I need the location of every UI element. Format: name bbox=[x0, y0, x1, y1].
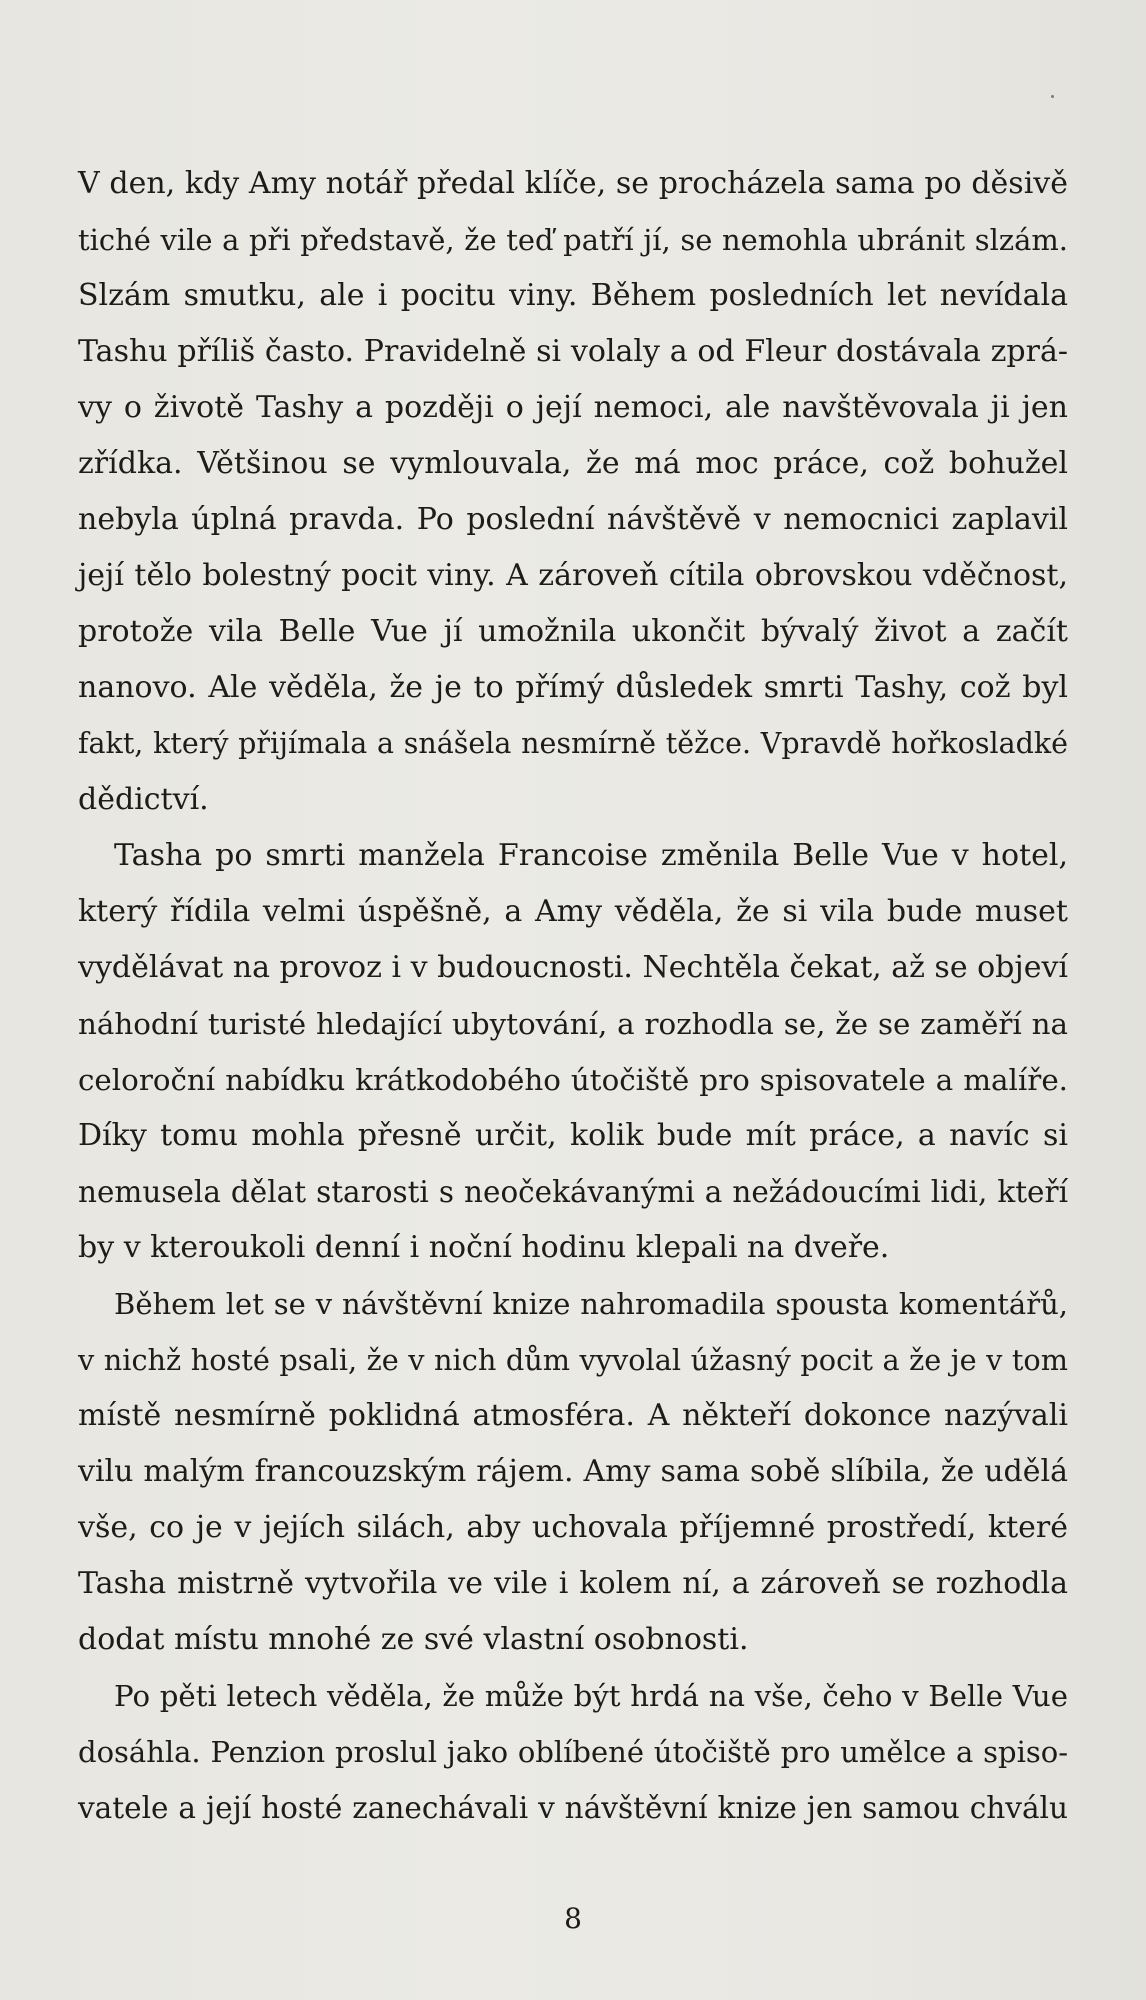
text-line: Tasha mistrně vytvořila ve vile i kolem ní, a zároveň se rozhodla bbox=[78, 1566, 1068, 1601]
text-line: vilu malým francouzským rájem. Amy sama sobě slíbila, že udělá bbox=[78, 1454, 1068, 1489]
text-line: tiché vile a při představě, že teď patří jí, se nemohla ubránit slzám. bbox=[78, 223, 1068, 257]
text-line: by v kteroukoli denní i noční hodinu klepali na dveře. bbox=[78, 1230, 890, 1265]
text-line: který řídila velmi úspěšně, a Amy věděla, že si vila bude muset bbox=[78, 894, 1068, 929]
text-line: nemusela dělat starosti s neočekávanými a nežádoucími lidi, kteří bbox=[78, 1175, 1068, 1209]
text-line: náhodní turisté hledající ubytování, a rozhodla se, že se zaměří na bbox=[78, 1007, 1068, 1041]
text-line: Tashu příliš často. Pravidelně si volaly a od Fleur dostávala zprá- bbox=[78, 334, 1068, 369]
text-line: vydělávat na provoz i v budoucnosti. Nechtěla čekat, až se objeví bbox=[78, 950, 1068, 985]
text-line: dosáhla. Penzion proslul jako oblíbené útočiště pro umělce a spiso- bbox=[78, 1735, 1068, 1769]
text-line: V den, kdy Amy notář předal klíče, se procházela sama po děsivě bbox=[78, 166, 1068, 201]
text-line: v nichž hosté psali, že v nich dům vyvolal úžasný pocit a že je v tom bbox=[78, 1343, 1068, 1377]
text-line: vše, co je v jejích silách, aby uchovala příjemné prostředí, které bbox=[78, 1510, 1068, 1545]
text-line: celoroční nabídku krátkodobého útočiště pro spisovatele a malíře. bbox=[78, 1063, 1068, 1097]
paragraph-first-line: Tasha po smrti manžela Francoise změnila Belle Vue v hotel, bbox=[114, 838, 1068, 873]
text-line: dodat místu mnohé ze své vlastní osobnosti. bbox=[78, 1622, 749, 1657]
text-line: nebyla úplná pravda. Po poslední návštěvě v nemocnici zaplavil bbox=[78, 502, 1068, 537]
text-line: protože vila Belle Vue jí umožnila ukončit bývalý život a začít bbox=[78, 614, 1068, 649]
text-line: Slzám smutku, ale i pocitu viny. Během posledních let nevídala bbox=[78, 278, 1068, 313]
text-line: zřídka. Většinou se vymlouvala, že má moc práce, což bohužel bbox=[78, 446, 1068, 481]
text-line: fakt, který přijímala a snášela nesmírně těžce. Vpravdě hořkosladké bbox=[78, 727, 1068, 760]
text-line: Díky tomu mohla přesně určit, kolik bude mít práce, a navíc si bbox=[78, 1118, 1068, 1153]
paragraph-first-line: Po pěti letech věděla, že může být hrdá na vše, čeho v Belle Vue bbox=[114, 1679, 1068, 1713]
text-line: její tělo bolestný pocit viny. A zároveň cítila obrovskou vděčnost, bbox=[78, 558, 1068, 593]
text-line: vatele a její hosté zanechávali v návštěvní knize jen samou chválu bbox=[78, 1791, 1068, 1825]
text-line: místě nesmírně poklidná atmosféra. A někteří dokonce nazývali bbox=[78, 1398, 1068, 1433]
paragraph-first-line: Během let se v návštěvní knize nahromadila spousta komentářů, bbox=[114, 1287, 1068, 1321]
paper-speck bbox=[1051, 95, 1054, 98]
text-line: vy o životě Tashy a později o její nemoci, ale navštěvovala ji jen bbox=[78, 390, 1068, 425]
page-number: 8 bbox=[564, 1902, 582, 1935]
text-line: nanovo. Ale věděla, že je to přímý důsledek smrti Tashy, což byl bbox=[78, 670, 1068, 705]
text-line: dědictví. bbox=[78, 782, 209, 817]
